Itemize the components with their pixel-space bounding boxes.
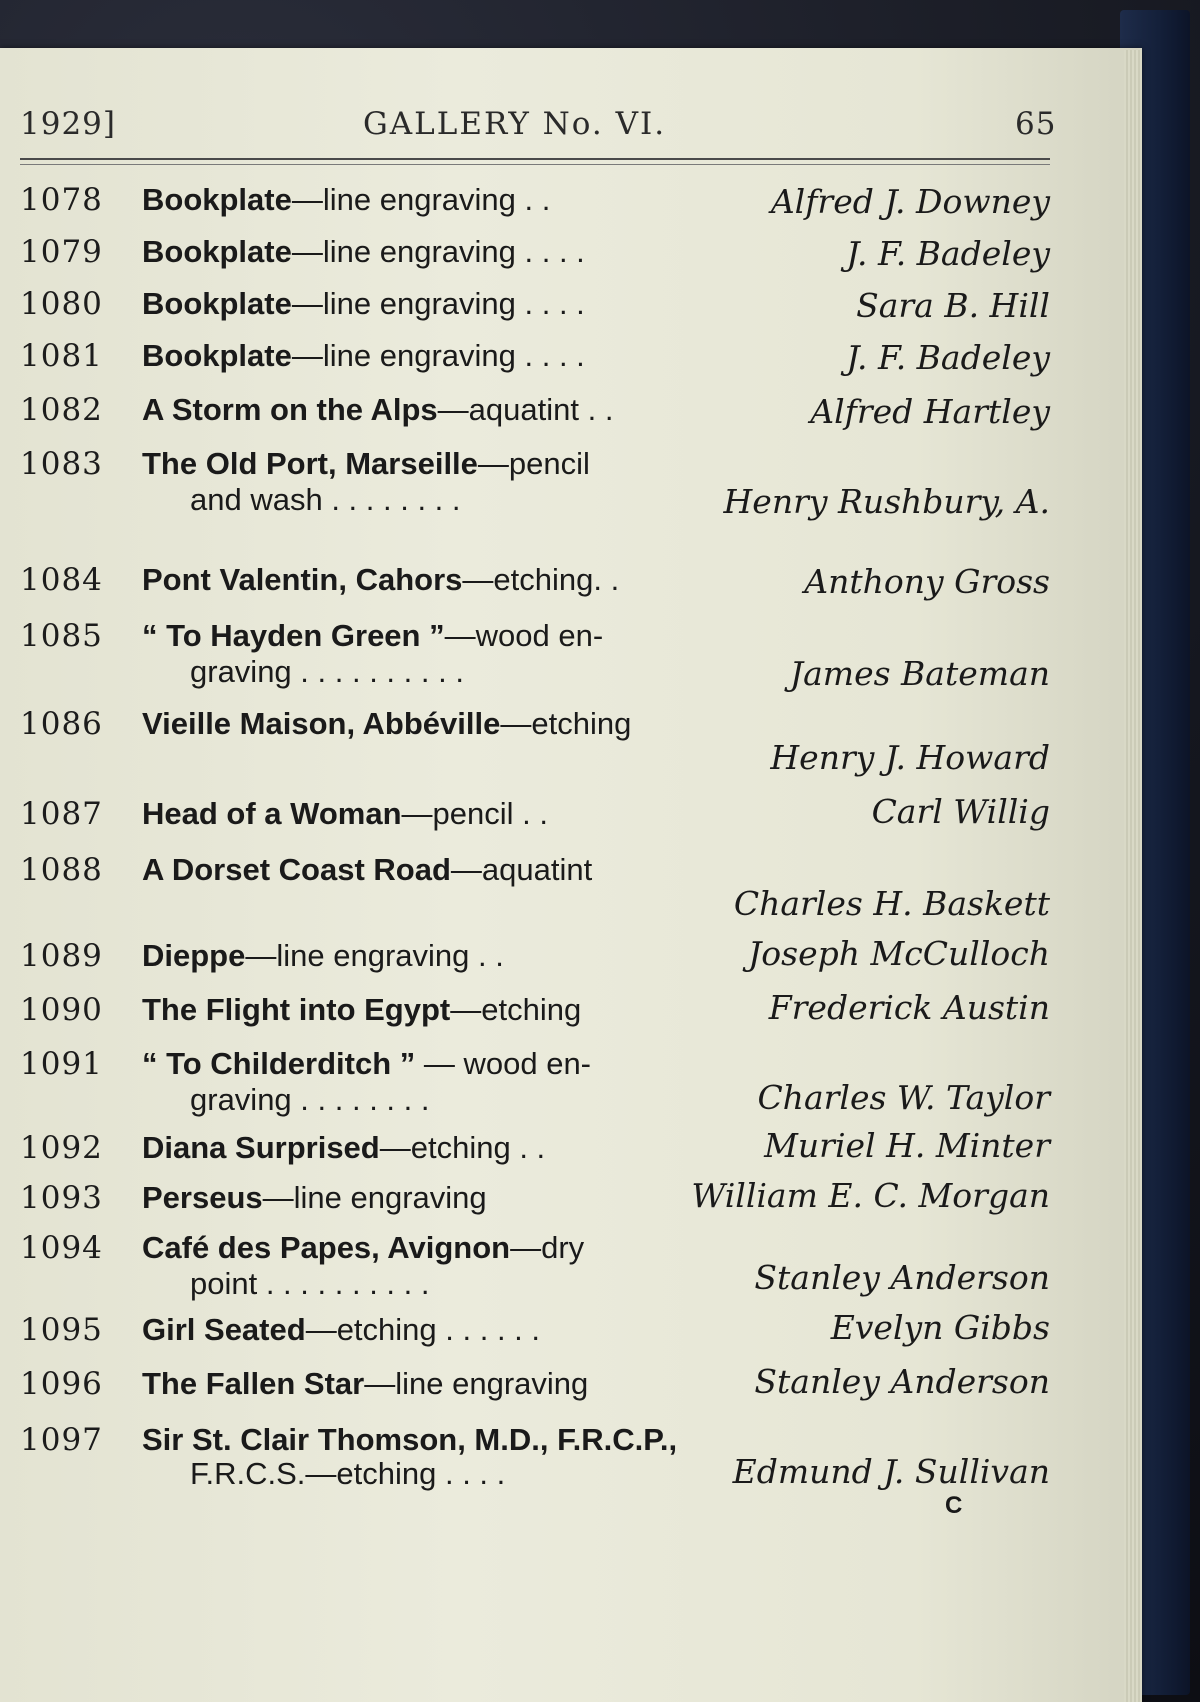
- entry-title: Pont Valentin, Cahors—etching. .: [142, 562, 620, 597]
- entry-artist: Henry J. Howard: [770, 738, 1050, 777]
- entry-number: 1078: [20, 182, 103, 218]
- entry-number: 1093: [20, 1180, 103, 1216]
- entry-number: 1089: [20, 938, 103, 974]
- entry-title: Dieppe—line engraving . .: [142, 938, 504, 973]
- entry-title: Café des Papes, Avignon—dry: [142, 1230, 585, 1265]
- entry-number: 1091: [20, 1046, 103, 1082]
- entry-title: A Dorset Coast Road—aquatint: [142, 852, 593, 887]
- entry-title: Girl Seated—etching . . . . . .: [142, 1312, 541, 1347]
- entry-title: Bookplate—line engraving . . . .: [142, 286, 585, 321]
- entry-number: 1095: [20, 1312, 103, 1348]
- entry-number: 1088: [20, 852, 103, 888]
- entry-title: Sir St. Clair Thomson, M.D., F.R.C.P.,: [142, 1422, 678, 1457]
- entry-continuation: graving . . . . . . . .: [190, 1082, 430, 1117]
- header-title: GALLERY No. VI.: [363, 106, 667, 142]
- entry-title: “ To Hayden Green ”—wood en-: [142, 618, 604, 653]
- entry-artist: Evelyn Gibbs: [830, 1308, 1050, 1347]
- entry-number: 1092: [20, 1130, 103, 1166]
- page-edges: [1124, 50, 1142, 1702]
- entry-artist: Stanley Anderson: [754, 1362, 1050, 1401]
- entry-number: 1081: [20, 338, 103, 374]
- entry-title: Bookplate—line engraving . . . .: [142, 234, 585, 269]
- entry-artist: Muriel H. Minter: [764, 1126, 1050, 1165]
- entry-title: Perseus—line engraving: [142, 1180, 487, 1215]
- entry-number: 1079: [20, 234, 103, 270]
- signature-mark: C: [945, 1492, 963, 1519]
- entry-title: The Fallen Star—line engraving: [142, 1366, 589, 1401]
- entry-artist: Edmund J. Sullivan: [732, 1452, 1050, 1491]
- entry-artist: Henry Rushbury, A.: [723, 482, 1050, 521]
- entry-artist: Frederick Austin: [768, 988, 1050, 1027]
- entry-artist: Charles H. Baskett: [733, 884, 1050, 923]
- header-rule-thin: [20, 164, 1050, 165]
- entry-number: 1080: [20, 286, 103, 322]
- entry-artist: Carl Willig: [871, 792, 1050, 831]
- entry-artist: William E. C. Morgan: [691, 1176, 1050, 1215]
- entry-number: 1094: [20, 1230, 103, 1266]
- entry-artist: J. F. Badeley: [846, 338, 1050, 377]
- entry-continuation: point . . . . . . . . . .: [190, 1266, 430, 1301]
- entry-number: 1096: [20, 1366, 103, 1402]
- header-rule: [20, 158, 1050, 160]
- entry-artist: Stanley Anderson: [754, 1258, 1050, 1297]
- entry-number: 1090: [20, 992, 103, 1028]
- entry-number: 1083: [20, 446, 103, 482]
- entry-number: 1085: [20, 618, 103, 654]
- entry-number: 1082: [20, 392, 103, 428]
- header-year: 1929]: [20, 106, 116, 142]
- entry-number: 1084: [20, 562, 103, 598]
- entry-number: 1097: [20, 1422, 103, 1458]
- entry-artist: Anthony Gross: [804, 562, 1050, 601]
- entry-artist: James Bateman: [789, 654, 1050, 693]
- entry-title: Vieille Maison, Abbéville—etching: [142, 706, 632, 741]
- entry-continuation: and wash . . . . . . . .: [190, 482, 461, 517]
- entry-title: A Storm on the Alps—aquatint . .: [142, 392, 614, 427]
- running-header: [20, 100, 1057, 150]
- entry-title: Diana Surprised—etching . .: [142, 1130, 546, 1165]
- entry-title: “ To Childerditch ” — wood en-: [142, 1046, 592, 1081]
- entry-continuation: graving . . . . . . . . . .: [190, 654, 464, 689]
- entry-artist: Sara B. Hill: [856, 286, 1050, 325]
- entry-number: 1087: [20, 796, 103, 832]
- entry-artist: Alfred J. Downey: [770, 182, 1050, 221]
- entry-artist: J. F. Badeley: [846, 234, 1050, 273]
- entry-artist: Alfred Hartley: [810, 392, 1050, 431]
- entry-title: Head of a Woman—pencil . .: [142, 796, 548, 831]
- entry-title: The Old Port, Marseille—pencil: [142, 446, 590, 481]
- entry-title: The Flight into Egypt—etching: [142, 992, 582, 1027]
- entry-number: 1086: [20, 706, 103, 742]
- entry-artist: Charles W. Taylor: [757, 1078, 1050, 1117]
- entry-title: Bookplate—line engraving . . . .: [142, 338, 585, 373]
- entry-continuation: F.R.C.S.—etching . . . .: [190, 1456, 506, 1491]
- page-number: 65: [1015, 106, 1057, 142]
- entry-artist: Joseph McCulloch: [748, 934, 1050, 973]
- entry-title: Bookplate—line engraving . .: [142, 182, 551, 217]
